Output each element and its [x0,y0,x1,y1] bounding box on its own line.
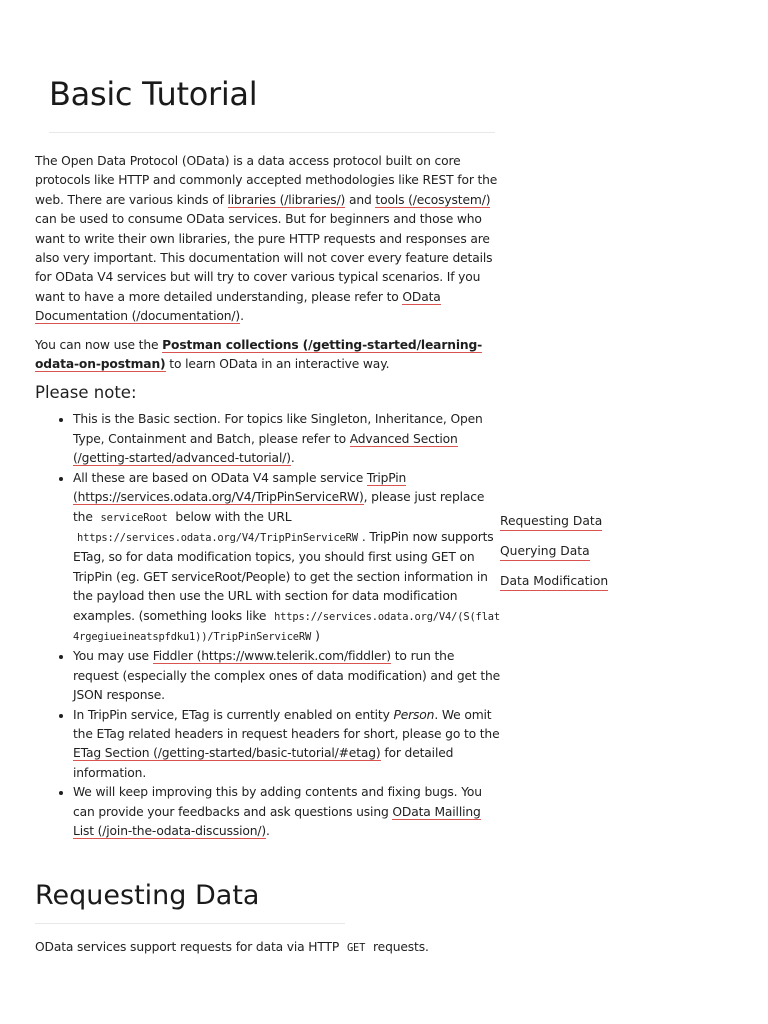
note-text: All these are based on OData V4 sample service [73,470,367,485]
title-divider [49,132,495,133]
postman-text: You can now use the [35,337,163,352]
advanced-section-link[interactable]: Advanced Section (/getting-started/advanced-tutorial/) [73,431,458,466]
service-url-code: https://services.odata.org/V4/TripPinServiceRW [77,531,358,544]
trippin-link[interactable]: TripPin (https://services.odata.org/V4/TripPinServiceRW) [73,470,407,505]
person-entity-name: Person [393,707,435,722]
tools-link[interactable]: tools (/ecosystem/) [375,192,491,207]
documentation-link[interactable]: OData Documentation (/documentation/) [35,289,441,324]
table-of-contents [500,512,608,602]
title-header [35,0,495,133]
note-heading: Please note: [35,383,137,403]
service-root-code: serviceRoot [100,511,168,524]
note-text: In TripPin service, ETag is currently enabled on entity [73,707,394,722]
list-item [73,410,503,468]
fiddler-link[interactable]: Fiddler (https://www.telerik.com/fiddler) [152,649,391,664]
postman-text: to learn OData in an interactive way. [165,357,390,372]
toc-querying-data-link[interactable]: Querying Data [500,542,590,561]
note-text: . [266,824,270,838]
requesting-text: OData services support requests for data via HTTP [35,940,343,955]
intro-text: can be used to consume OData services. But for beginners and those who want to write their own libraries, the pure HTTP requests and responses are also very important. This documentation will not cover every feature details for OData V4 services but will try to cover various typical scenarios. If you want to have a more detailed understanding, please refer to [35,212,493,304]
postman-collections-link[interactable]: Postman collections (/getting-started/learning-odata-on-postman) [35,337,483,372]
intro-text: and [345,192,376,207]
session-url-code: https://services.odata.org/V4/(S(flat4rgegiueineatspfdku1))/TripPinServiceRW [73,610,500,643]
note-text: to run the request (especially the complex ones of data modification) and get the JSON response. [73,649,501,703]
page-title: Basic Tutorial [49,75,258,113]
list-item [73,647,503,705]
list-item [73,706,503,784]
note-text: You may use [73,649,153,664]
note-text: ) [315,628,320,643]
note-text: . [290,451,295,466]
list-item [73,783,503,841]
intro-text: The Open Data Protocol (OData) is a data access protocol built on core protocols like HTTP and commonly accepted methodologies like REST for the web. There are various kinds of [35,154,498,207]
etag-section-link[interactable]: ETag Section (/getting-started/basic-tutorial/#etag) [73,746,381,761]
note-text: , please just replace the [73,490,485,524]
notes-list [35,410,503,841]
requesting-data-paragraph [35,938,503,958]
mailing-list-link[interactable]: OData Mailling List (/join-the-odata-discussion/) [73,804,481,838]
list-item [73,469,503,648]
requesting-data-heading: Requesting Data [35,880,260,912]
note-text: . We omit the ETag related headers in request headers for short, please go to the [73,707,500,741]
note-text: We will keep improving this by adding contents and fixing bugs. You can provide your feedbacks and ask questions using [73,785,482,819]
note-text: This is the Basic section. For topics like Singleton, Inheritance, Open Type, Containment and Batch, please refer to [73,412,483,446]
toc-data-modification-link[interactable]: Data Modification [500,572,608,591]
requesting-text: requests. [369,940,429,955]
main-content [35,0,503,959]
intro-paragraph [35,152,503,327]
toc-requesting-data-link[interactable]: Requesting Data [500,512,602,531]
section-divider [35,923,345,924]
libraries-link[interactable]: libraries (/libraries/) [227,192,346,207]
note-text: for detailed information. [73,746,454,780]
get-method-code: GET [346,942,366,955]
note-text: . TripPin now supports ETag, so for data modification topics, you should first using GET on TripPin (eg. GET serviceRoot/People) to get the section information in the payload then use the URL with section for data modification examples. (something looks like [73,529,494,623]
postman-paragraph [35,336,503,375]
note-text: below with the URL [171,509,292,524]
intro-text: . [240,309,244,324]
